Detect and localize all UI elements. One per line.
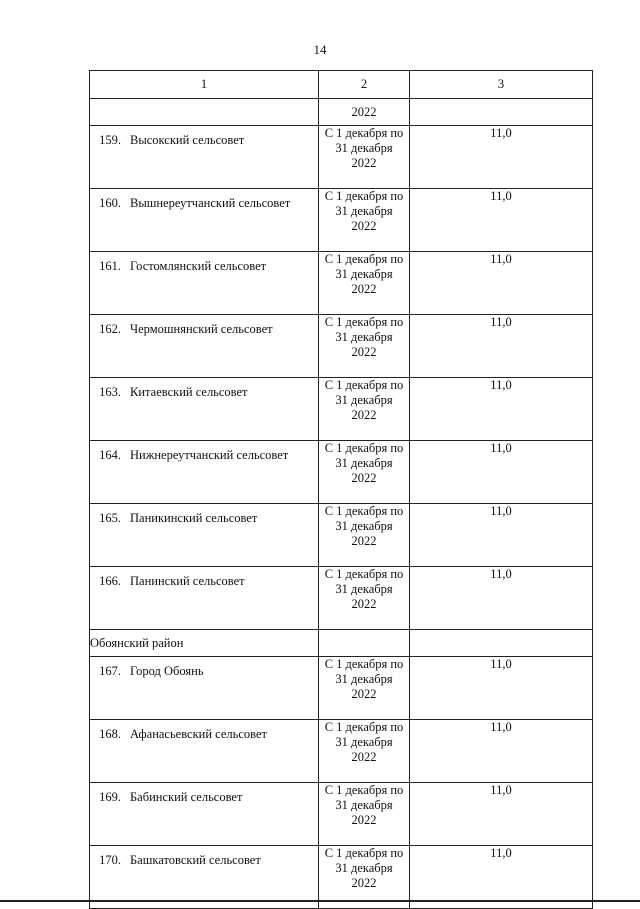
continuation-row <box>90 99 593 126</box>
period-line: С 1 декабря по <box>324 567 404 581</box>
rate-value: 11,0 <box>490 783 512 797</box>
rate-value: 11,0 <box>490 567 512 581</box>
table-row <box>90 189 593 252</box>
rate-value: 11,0 <box>490 441 512 455</box>
row-number: 159. <box>99 133 121 147</box>
table-row <box>90 252 593 315</box>
table-row <box>90 783 593 846</box>
row-number: 163. <box>99 385 121 399</box>
table-row <box>90 720 593 783</box>
period-line: 2022 <box>351 597 377 611</box>
period-cell <box>319 126 410 189</box>
period-line: С 1 декабря по <box>324 441 404 455</box>
rate-cell <box>410 252 593 315</box>
period-line: С 1 декабря по <box>324 378 404 392</box>
table-row <box>90 567 593 630</box>
rate-value: 11,0 <box>490 720 512 734</box>
section-title: Обоянский район <box>90 635 184 650</box>
period-line: 31 декабря <box>335 735 393 749</box>
rate-value: 11,0 <box>490 126 512 140</box>
rate-cell <box>410 504 593 567</box>
municipality-cell <box>90 657 319 720</box>
municipality-cell <box>90 378 319 441</box>
rate-cell <box>410 126 593 189</box>
row-number: 164. <box>99 448 121 462</box>
municipality-name: Вышнереутчанский сельсовет <box>130 196 291 210</box>
municipality-name: Высокский сельсовет <box>130 133 245 147</box>
row-number: 161. <box>99 259 121 273</box>
table-row <box>90 441 593 504</box>
period-line: 31 декабря <box>335 519 393 533</box>
period-line: С 1 декабря по <box>324 315 404 329</box>
municipality-cell <box>90 441 319 504</box>
row-number: 166. <box>99 574 121 588</box>
period-line: 2022 <box>351 345 377 359</box>
page-number: 14 <box>313 42 327 57</box>
continuation-cell-1 <box>90 99 319 126</box>
period-line: С 1 декабря по <box>324 657 404 671</box>
row-number: 168. <box>99 727 121 741</box>
municipality-name: Гостомлянский сельсовет <box>130 259 267 273</box>
rate-value: 11,0 <box>490 378 512 392</box>
municipality-cell <box>90 720 319 783</box>
bottom-edge-line <box>0 900 640 902</box>
period-line: 31 декабря <box>335 267 393 281</box>
municipality-name: Паникинский сельсовет <box>130 511 258 525</box>
period-line: С 1 декабря по <box>324 846 404 860</box>
table-row <box>90 504 593 567</box>
period-line: С 1 декабря по <box>324 720 404 734</box>
municipality-cell <box>90 252 319 315</box>
section-empty-cell <box>319 630 410 657</box>
rate-cell <box>410 720 593 783</box>
row-number: 160. <box>99 196 121 210</box>
period-line: С 1 декабря по <box>324 252 404 266</box>
municipality-cell <box>90 126 319 189</box>
period-cell <box>319 783 410 846</box>
period-line: 31 декабря <box>335 204 393 218</box>
rate-cell <box>410 378 593 441</box>
rate-value: 11,0 <box>490 315 512 329</box>
municipality-name: Нижнереутчанский сельсовет <box>130 448 289 462</box>
period-line: С 1 декабря по <box>324 189 404 203</box>
period-line: С 1 декабря по <box>324 126 404 140</box>
period-line: С 1 декабря по <box>324 783 404 797</box>
municipality-cell <box>90 567 319 630</box>
rate-cell <box>410 783 593 846</box>
municipality-name: Афанасьевский сельсовет <box>130 727 268 741</box>
municipality-cell <box>90 783 319 846</box>
period-cell <box>319 378 410 441</box>
period-cell <box>319 657 410 720</box>
municipality-cell <box>90 189 319 252</box>
header-col-2: 2 <box>319 71 410 99</box>
section-cell <box>90 630 319 657</box>
period-line: 31 декабря <box>335 582 393 596</box>
table-row <box>90 378 593 441</box>
period-line: 2022 <box>351 813 377 827</box>
row-number: 167. <box>99 664 121 678</box>
header-col-1: 1 <box>90 71 319 99</box>
section-empty-cell <box>410 630 593 657</box>
period-line: 2022 <box>351 687 377 701</box>
period-line: 2022 <box>351 471 377 485</box>
municipality-name: Китаевский сельсовет <box>130 385 248 399</box>
period-cell <box>319 189 410 252</box>
table-row <box>90 126 593 189</box>
period-line: 31 декабря <box>335 672 393 686</box>
period-line: 2022 <box>351 219 377 233</box>
period-line: 31 декабря <box>335 456 393 470</box>
municipality-name: Башкатовский сельсовет <box>130 853 261 867</box>
period-cell <box>319 567 410 630</box>
rate-cell <box>410 189 593 252</box>
period-line: 2022 <box>351 282 377 296</box>
tax-rate-table <box>89 70 593 909</box>
row-number: 169. <box>99 790 121 804</box>
municipality-name: Чермошнянский сельсовет <box>130 322 273 336</box>
period-line: 2022 <box>351 534 377 548</box>
rate-cell <box>410 657 593 720</box>
period-cell <box>319 252 410 315</box>
period-line: 2022 <box>351 876 377 890</box>
row-number: 162. <box>99 322 121 336</box>
section-row <box>90 630 593 657</box>
period-line: С 1 декабря по <box>324 504 404 518</box>
rate-cell <box>410 315 593 378</box>
period-cell <box>319 720 410 783</box>
period-line: 31 декабря <box>335 330 393 344</box>
rate-cell <box>410 441 593 504</box>
period-line: 31 декабря <box>335 861 393 875</box>
continuation-year: 2022 <box>319 99 410 126</box>
rate-value: 11,0 <box>490 504 512 518</box>
rate-value: 11,0 <box>490 657 512 671</box>
row-number: 170. <box>99 853 121 867</box>
municipality-cell <box>90 315 319 378</box>
rate-value: 11,0 <box>490 252 512 266</box>
period-cell <box>319 441 410 504</box>
period-line: 31 декабря <box>335 393 393 407</box>
period-line: 31 декабря <box>335 798 393 812</box>
period-cell <box>319 504 410 567</box>
table-header-row <box>90 71 593 99</box>
period-cell <box>319 315 410 378</box>
continuation-cell-3 <box>410 99 593 126</box>
period-line: 31 декабря <box>335 141 393 155</box>
rate-value: 11,0 <box>490 189 512 203</box>
municipality-name: Бабинский сельсовет <box>130 790 243 804</box>
municipality-cell <box>90 504 319 567</box>
period-line: 2022 <box>351 750 377 764</box>
rate-cell <box>410 567 593 630</box>
row-number: 165. <box>99 511 121 525</box>
table-row <box>90 657 593 720</box>
rate-value: 11,0 <box>490 846 512 860</box>
period-line: 2022 <box>351 408 377 422</box>
table-row <box>90 315 593 378</box>
period-line: 2022 <box>351 156 377 170</box>
municipality-name: Город Обоянь <box>130 664 204 678</box>
municipality-name: Панинский сельсовет <box>130 574 245 588</box>
header-col-3: 3 <box>410 71 593 99</box>
